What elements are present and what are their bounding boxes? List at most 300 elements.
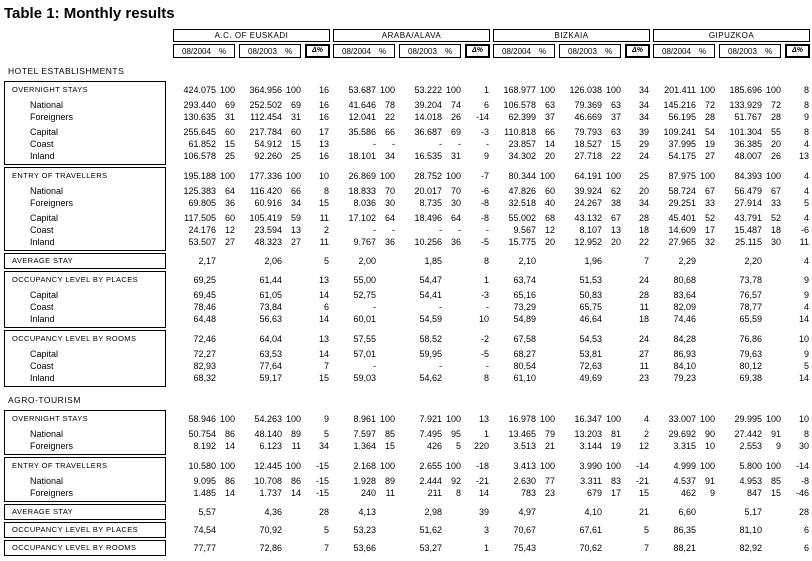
row-block <box>0 167 812 251</box>
cell-2004-pct <box>696 542 715 554</box>
cell-2003-value: 10.256 <box>414 237 442 247</box>
province-data-group <box>333 313 490 325</box>
cell-2004-pct: 36 <box>384 237 395 247</box>
cell-2003-pct <box>602 542 621 554</box>
cell-2003-pct: 85 <box>770 476 781 486</box>
cell-2003-value: 18.496 <box>414 213 442 223</box>
province-data-group <box>333 185 490 197</box>
period-label: 08/2004 <box>182 46 211 56</box>
cell-2003-value: 59,95 <box>419 349 442 359</box>
cell-2003-value: 60.916 <box>254 198 282 208</box>
cell-2004-pct: 12 <box>544 225 555 235</box>
percent-label: % <box>539 46 547 56</box>
province-data-group <box>333 111 490 123</box>
cell-2004-pct: 86 <box>224 476 235 486</box>
cell-2004-pct: 52 <box>704 213 715 223</box>
cell-2004-value: 57,55 <box>353 334 376 344</box>
province-data-group <box>653 170 810 182</box>
cell-2004-value: 74,54 <box>193 525 216 535</box>
cell-2003-pct: 17 <box>610 488 621 498</box>
cell-2004-pct: 90 <box>704 429 715 439</box>
cell-2004-pct: 100 <box>379 171 395 181</box>
cell-2004-value: 9.095 <box>193 476 216 486</box>
cell-2003-pct: 63 <box>610 100 621 110</box>
row-label: AVERAGE STAY <box>12 507 74 516</box>
cell-delta: 18 <box>638 225 649 235</box>
subcol-2004-box <box>653 44 715 58</box>
cell-delta: 9 <box>803 112 809 122</box>
cell-2003-pct: 62 <box>610 186 621 196</box>
cell-2003-value: 28.752 <box>414 171 442 181</box>
cell-delta: 25 <box>638 171 649 181</box>
province-data-group <box>493 126 650 138</box>
cell-2004-pct: 67 <box>704 186 715 196</box>
cell-2004-value: 2,29 <box>678 256 696 266</box>
cell-2004-value: 60,01 <box>353 314 376 324</box>
row-block <box>0 540 812 556</box>
cell-2003-value: 1,96 <box>584 256 602 266</box>
table-row <box>0 372 812 384</box>
cell-2003-value: 76,86 <box>739 334 762 344</box>
cell-2004-value: 53.507 <box>188 237 216 247</box>
cell-2004-value: 4.537 <box>673 476 696 486</box>
period-label: 08/2003 <box>248 46 277 56</box>
table-row <box>0 224 812 236</box>
province-data-group <box>653 301 810 313</box>
table-row <box>0 111 812 123</box>
cell-2004-pct <box>536 301 555 313</box>
cell-delta: 24 <box>638 334 649 344</box>
cell-delta: 28 <box>638 213 649 223</box>
cell-delta: 15 <box>638 488 649 498</box>
cell-2004-pct: 14 <box>224 441 235 451</box>
subcol-delta-box: Δ% <box>785 44 810 58</box>
cell-2003-value: 70,92 <box>259 525 282 535</box>
cell-2004-value: 54.175 <box>668 151 696 161</box>
cell-2004-pct: 66 <box>544 127 555 137</box>
cell-2003-value: 36.687 <box>414 127 442 137</box>
percent-label: % <box>699 46 707 56</box>
table-row <box>0 440 812 452</box>
province-data-group <box>653 274 810 286</box>
cell-2004-value: 145.216 <box>663 100 696 110</box>
cell-2004-value: 462 <box>680 488 696 498</box>
cell-2003-value: 2,98 <box>424 507 442 517</box>
cell-2003-pct: 11 <box>291 441 301 451</box>
cell-2004-value: 8.036 <box>353 198 376 208</box>
cell-2004-value: 57,01 <box>353 349 376 359</box>
row-label: Foreigners <box>30 112 74 122</box>
cell-2004-value: 41.646 <box>348 100 376 110</box>
cell-2003-value: 73,78 <box>739 275 762 285</box>
cell-delta: 13 <box>478 414 489 424</box>
cell-delta: 2 <box>643 429 649 439</box>
cell-delta: -21 <box>635 476 649 486</box>
cell-2003-value: 12.952 <box>574 237 602 247</box>
province-data-group <box>493 84 650 96</box>
table-row <box>0 185 812 197</box>
row-label: OCCUPANCY LEVEL BY PLACES <box>12 525 139 534</box>
cell-2004-value: 8.961 <box>353 414 376 424</box>
cell-2004-value: 53.687 <box>348 85 376 95</box>
row-label: Inland <box>30 373 55 383</box>
cell-delta: -5 <box>480 237 489 247</box>
cell-delta: -6 <box>800 225 809 235</box>
province-data-group <box>173 506 330 518</box>
cell-2004-pct: 28 <box>704 112 715 122</box>
subheader-row <box>173 44 330 58</box>
cell-2003-pct: 13 <box>290 225 301 235</box>
province-data-group <box>493 460 650 472</box>
cell-2003-pct: 100 <box>765 461 781 471</box>
cell-2004-value: 45.401 <box>668 213 696 223</box>
cell-delta: 9 <box>803 290 809 300</box>
cell-2004-value: - <box>373 361 376 371</box>
cell-2003-pct: - <box>458 139 461 149</box>
table-row <box>0 333 812 345</box>
cell-2004-pct <box>696 255 715 267</box>
cell-2003-pct <box>602 348 621 360</box>
cell-delta: 39 <box>478 507 489 517</box>
cell-2003-value: 48.140 <box>254 429 282 439</box>
cell-2003-pct: - <box>458 225 461 235</box>
cell-2003-pct: 38 <box>610 198 621 208</box>
period-label: 08/2003 <box>728 46 757 56</box>
province-data-group <box>173 150 330 162</box>
province-data-group <box>333 360 490 372</box>
province-data-group <box>333 224 490 236</box>
cell-2003-pct: 64 <box>450 213 461 223</box>
subcol-2003-box <box>559 44 621 58</box>
cell-2004-pct <box>536 333 555 345</box>
cell-2004-value: 68,32 <box>193 373 216 383</box>
cell-2004-pct: 32 <box>704 237 715 247</box>
province-data-group <box>173 126 330 138</box>
cell-2003-value: 27.442 <box>734 429 762 439</box>
cell-2004-pct <box>216 542 235 554</box>
cell-2003-value: 36.385 <box>734 139 762 149</box>
cell-2003-pct: 22 <box>610 151 621 161</box>
cell-2003-pct: 63 <box>610 127 621 137</box>
cell-2004-value: 68,27 <box>513 349 536 359</box>
cell-2004-pct <box>536 372 555 384</box>
cell-2004-pct <box>216 360 235 372</box>
cell-delta: 11 <box>799 237 809 247</box>
table-row <box>0 360 812 372</box>
table-row <box>0 487 812 499</box>
cell-2003-pct <box>282 348 301 360</box>
province-data-group <box>653 185 810 197</box>
cell-2004-value: 53,23 <box>353 525 376 535</box>
cell-2004-value: 17.102 <box>348 213 376 223</box>
cell-2004-pct: 60 <box>544 186 555 196</box>
cell-delta: 34 <box>638 112 649 122</box>
province-data-group <box>173 138 330 150</box>
cell-2003-value: 56.479 <box>734 186 762 196</box>
cell-2003-value: 133.929 <box>729 100 762 110</box>
province-data-group <box>173 333 330 345</box>
province-name: A.C. OF EUSKADI <box>173 29 330 42</box>
province-data-group <box>173 185 330 197</box>
cell-2004-pct: 14 <box>224 488 235 498</box>
cell-delta: 30 <box>798 441 809 451</box>
province-data-group <box>333 475 490 487</box>
cell-2004-pct: 100 <box>699 171 715 181</box>
cell-2004-pct: 12 <box>224 225 235 235</box>
cell-2003-pct: 26 <box>770 151 781 161</box>
province-data-group <box>493 301 650 313</box>
province-data-group <box>493 372 650 384</box>
cell-2003-pct: 100 <box>285 461 301 471</box>
cell-delta: 14 <box>798 314 809 324</box>
province-data-group <box>653 428 810 440</box>
cell-2004-pct: 100 <box>699 414 715 424</box>
cell-2004-pct: 100 <box>699 85 715 95</box>
cell-2004-value: 23.857 <box>508 139 536 149</box>
province-data-group <box>653 138 810 150</box>
cell-2003-value: 27.914 <box>734 198 762 208</box>
cell-2004-pct <box>696 289 715 301</box>
period-label: 08/2003 <box>568 46 597 56</box>
cell-2004-pct <box>376 274 395 286</box>
cell-2004-pct: 15 <box>224 139 235 149</box>
cell-2003-pct <box>442 372 461 384</box>
cell-2004-value: 783 <box>520 488 536 498</box>
table-row <box>0 274 812 286</box>
province-data-group <box>173 475 330 487</box>
table-row <box>0 126 812 138</box>
province-data-group <box>173 542 330 554</box>
cell-2003-value: 59,17 <box>259 373 282 383</box>
cell-2004-pct <box>376 289 395 301</box>
cell-2003-pct: 15 <box>290 139 301 149</box>
province-group <box>653 29 810 58</box>
row-block <box>0 410 812 455</box>
cell-2004-pct: 54 <box>704 127 715 137</box>
cell-delta: 17 <box>318 127 329 137</box>
province-data-group <box>333 460 490 472</box>
cell-2003-pct <box>762 289 781 301</box>
cell-2004-value: 293.440 <box>183 100 216 110</box>
cell-delta: 23 <box>638 373 649 383</box>
province-data-group <box>653 150 810 162</box>
province-data-group <box>653 487 810 499</box>
cell-2004-value: 2.630 <box>513 476 536 486</box>
cell-2004-value: 54,89 <box>513 314 536 324</box>
cell-2004-pct: 100 <box>539 85 555 95</box>
province-data-group <box>493 542 650 554</box>
cell-delta: -18 <box>475 461 489 471</box>
cell-2004-pct: 68 <box>544 213 555 223</box>
province-data-group <box>173 524 330 536</box>
cell-2003-value: 67,61 <box>579 525 602 535</box>
cell-2003-pct <box>282 301 301 313</box>
cell-delta: 5 <box>803 198 809 208</box>
cell-2004-pct <box>376 301 395 313</box>
cell-2004-pct: 17 <box>704 225 715 235</box>
table-row <box>0 212 812 224</box>
cell-delta: 16 <box>318 151 329 161</box>
cell-delta: 220 <box>473 441 489 451</box>
cell-2004-pct <box>216 524 235 536</box>
row-label: Inland <box>30 314 55 324</box>
cell-2003-pct: 34 <box>290 198 301 208</box>
cell-2003-pct: 100 <box>605 414 621 424</box>
cell-delta: 4 <box>803 256 809 266</box>
cell-2003-pct <box>442 524 461 536</box>
cell-2004-pct: 100 <box>219 85 235 95</box>
cell-2003-pct: 67 <box>770 186 781 196</box>
cell-2004-value: 2.168 <box>353 461 376 471</box>
cell-delta: 34 <box>318 441 329 451</box>
cell-2003-pct <box>442 313 461 325</box>
province-data-group <box>173 289 330 301</box>
cell-2003-pct: 20 <box>610 237 621 247</box>
cell-2003-pct <box>602 524 621 536</box>
cell-2003-value: 16.347 <box>574 414 602 424</box>
cell-2004-value: 86,93 <box>673 349 696 359</box>
cell-2003-value: 5,17 <box>744 507 762 517</box>
cell-2004-value: 53,66 <box>353 543 376 553</box>
cell-2003-value: 54.912 <box>254 139 282 149</box>
cell-2003-pct: 55 <box>770 127 781 137</box>
cell-2004-value: 14.609 <box>668 225 696 235</box>
cell-2004-value: 58.946 <box>188 414 216 424</box>
province-data-group <box>493 524 650 536</box>
cell-2004-value: 424.075 <box>183 85 216 95</box>
cell-2003-pct: 100 <box>285 85 301 95</box>
cell-2004-pct: 100 <box>219 171 235 181</box>
cell-delta: 5 <box>323 429 329 439</box>
cell-delta: 34 <box>638 100 649 110</box>
row-label: National <box>30 429 64 439</box>
row-label: Foreigners <box>30 441 74 451</box>
cell-2003-pct: 70 <box>450 186 461 196</box>
cell-2003-pct: 59 <box>290 213 301 223</box>
cell-2003-value: 63,53 <box>259 349 282 359</box>
subcol-2004-box <box>493 44 555 58</box>
province-data-group <box>333 236 490 248</box>
cell-2004-pct <box>216 348 235 360</box>
cell-delta: -3 <box>480 290 489 300</box>
cell-delta: 11 <box>639 361 649 371</box>
cell-2003-pct <box>282 274 301 286</box>
province-data-group <box>333 333 490 345</box>
subcol-2003-box <box>239 44 301 58</box>
province-data-group <box>653 313 810 325</box>
cell-2004-value: 84,10 <box>673 361 696 371</box>
cell-2004-pct: 100 <box>539 414 555 424</box>
cell-2003-value: 2.655 <box>419 461 442 471</box>
cell-2003-pct: 74 <box>450 100 461 110</box>
cell-2004-pct <box>696 274 715 286</box>
cell-2004-pct: 100 <box>379 85 395 95</box>
cell-2004-pct: - <box>392 139 395 149</box>
cell-2004-value: 3.413 <box>513 461 536 471</box>
province-data-group <box>653 126 810 138</box>
table-row <box>0 475 812 487</box>
cell-2004-pct: 20 <box>544 151 555 161</box>
row-block <box>0 253 812 269</box>
cell-2003-value: 20.017 <box>414 186 442 196</box>
province-data-group <box>653 212 810 224</box>
province-data-group <box>653 84 810 96</box>
cell-delta: 13 <box>318 334 329 344</box>
cell-delta: -15 <box>315 461 329 471</box>
cell-delta: 8 <box>803 100 809 110</box>
province-data-group <box>493 224 650 236</box>
cell-2004-value: 5,57 <box>198 507 216 517</box>
cell-2003-value: 6.123 <box>259 441 282 451</box>
province-data-group <box>173 372 330 384</box>
province-data-group <box>173 99 330 111</box>
cell-delta: - <box>486 139 489 149</box>
cell-2003-pct: 37 <box>610 112 621 122</box>
cell-delta: - <box>486 225 489 235</box>
row-block <box>0 504 812 520</box>
percent-label: % <box>605 46 613 56</box>
cell-2003-pct <box>442 301 461 313</box>
cell-2003-value: 105.419 <box>249 213 282 223</box>
cell-2003-value: 76,57 <box>739 290 762 300</box>
cell-2003-value: 3.311 <box>580 476 602 486</box>
row-block <box>0 522 812 538</box>
table-row <box>0 289 812 301</box>
cell-2004-value: - <box>373 139 376 149</box>
cell-2003-value: 53,27 <box>419 543 442 553</box>
cell-2003-value: 29.995 <box>734 414 762 424</box>
cell-2003-value: 7.495 <box>419 429 442 439</box>
table-row <box>0 84 812 96</box>
cell-2003-pct: 27 <box>290 237 301 247</box>
cell-delta: 5 <box>643 525 649 535</box>
province-data-group <box>333 372 490 384</box>
cell-delta: -21 <box>475 476 489 486</box>
cell-2003-pct: 100 <box>285 171 301 181</box>
cell-2003-value: 64.191 <box>574 171 602 181</box>
cell-2003-pct: 60 <box>290 127 301 137</box>
cell-2003-value: 217.784 <box>249 127 282 137</box>
cell-delta: 8 <box>803 127 809 137</box>
cell-2004-value: 106.578 <box>183 151 216 161</box>
cell-2003-pct <box>282 289 301 301</box>
cell-delta: 4 <box>803 186 809 196</box>
cell-2003-value: 73,84 <box>259 302 282 312</box>
cell-2004-pct: 72 <box>704 100 715 110</box>
cell-2003-pct <box>442 333 461 345</box>
cell-2004-value: 29.251 <box>668 198 696 208</box>
cell-2003-pct: 69 <box>290 100 301 110</box>
cell-2004-value: 1.364 <box>353 441 376 451</box>
cell-2003-pct <box>762 274 781 286</box>
cell-2003-pct <box>762 333 781 345</box>
province-data-group <box>333 150 490 162</box>
cell-delta: 16 <box>318 100 329 110</box>
cell-2003-pct: 33 <box>770 198 781 208</box>
cell-2004-pct <box>536 348 555 360</box>
subcol-delta-box: Δ% <box>465 44 490 58</box>
cell-delta: -8 <box>800 476 809 486</box>
cell-2004-pct: 100 <box>699 461 715 471</box>
cell-2003-pct <box>442 360 461 372</box>
province-data-group <box>333 524 490 536</box>
cell-delta: 3 <box>483 525 489 535</box>
cell-2004-value: 195.188 <box>183 171 216 181</box>
cell-2003-pct <box>762 506 781 518</box>
cell-2004-value: 84,28 <box>673 334 696 344</box>
cell-2003-value: 82,92 <box>739 543 762 553</box>
cell-2003-value: 43.791 <box>734 213 762 223</box>
